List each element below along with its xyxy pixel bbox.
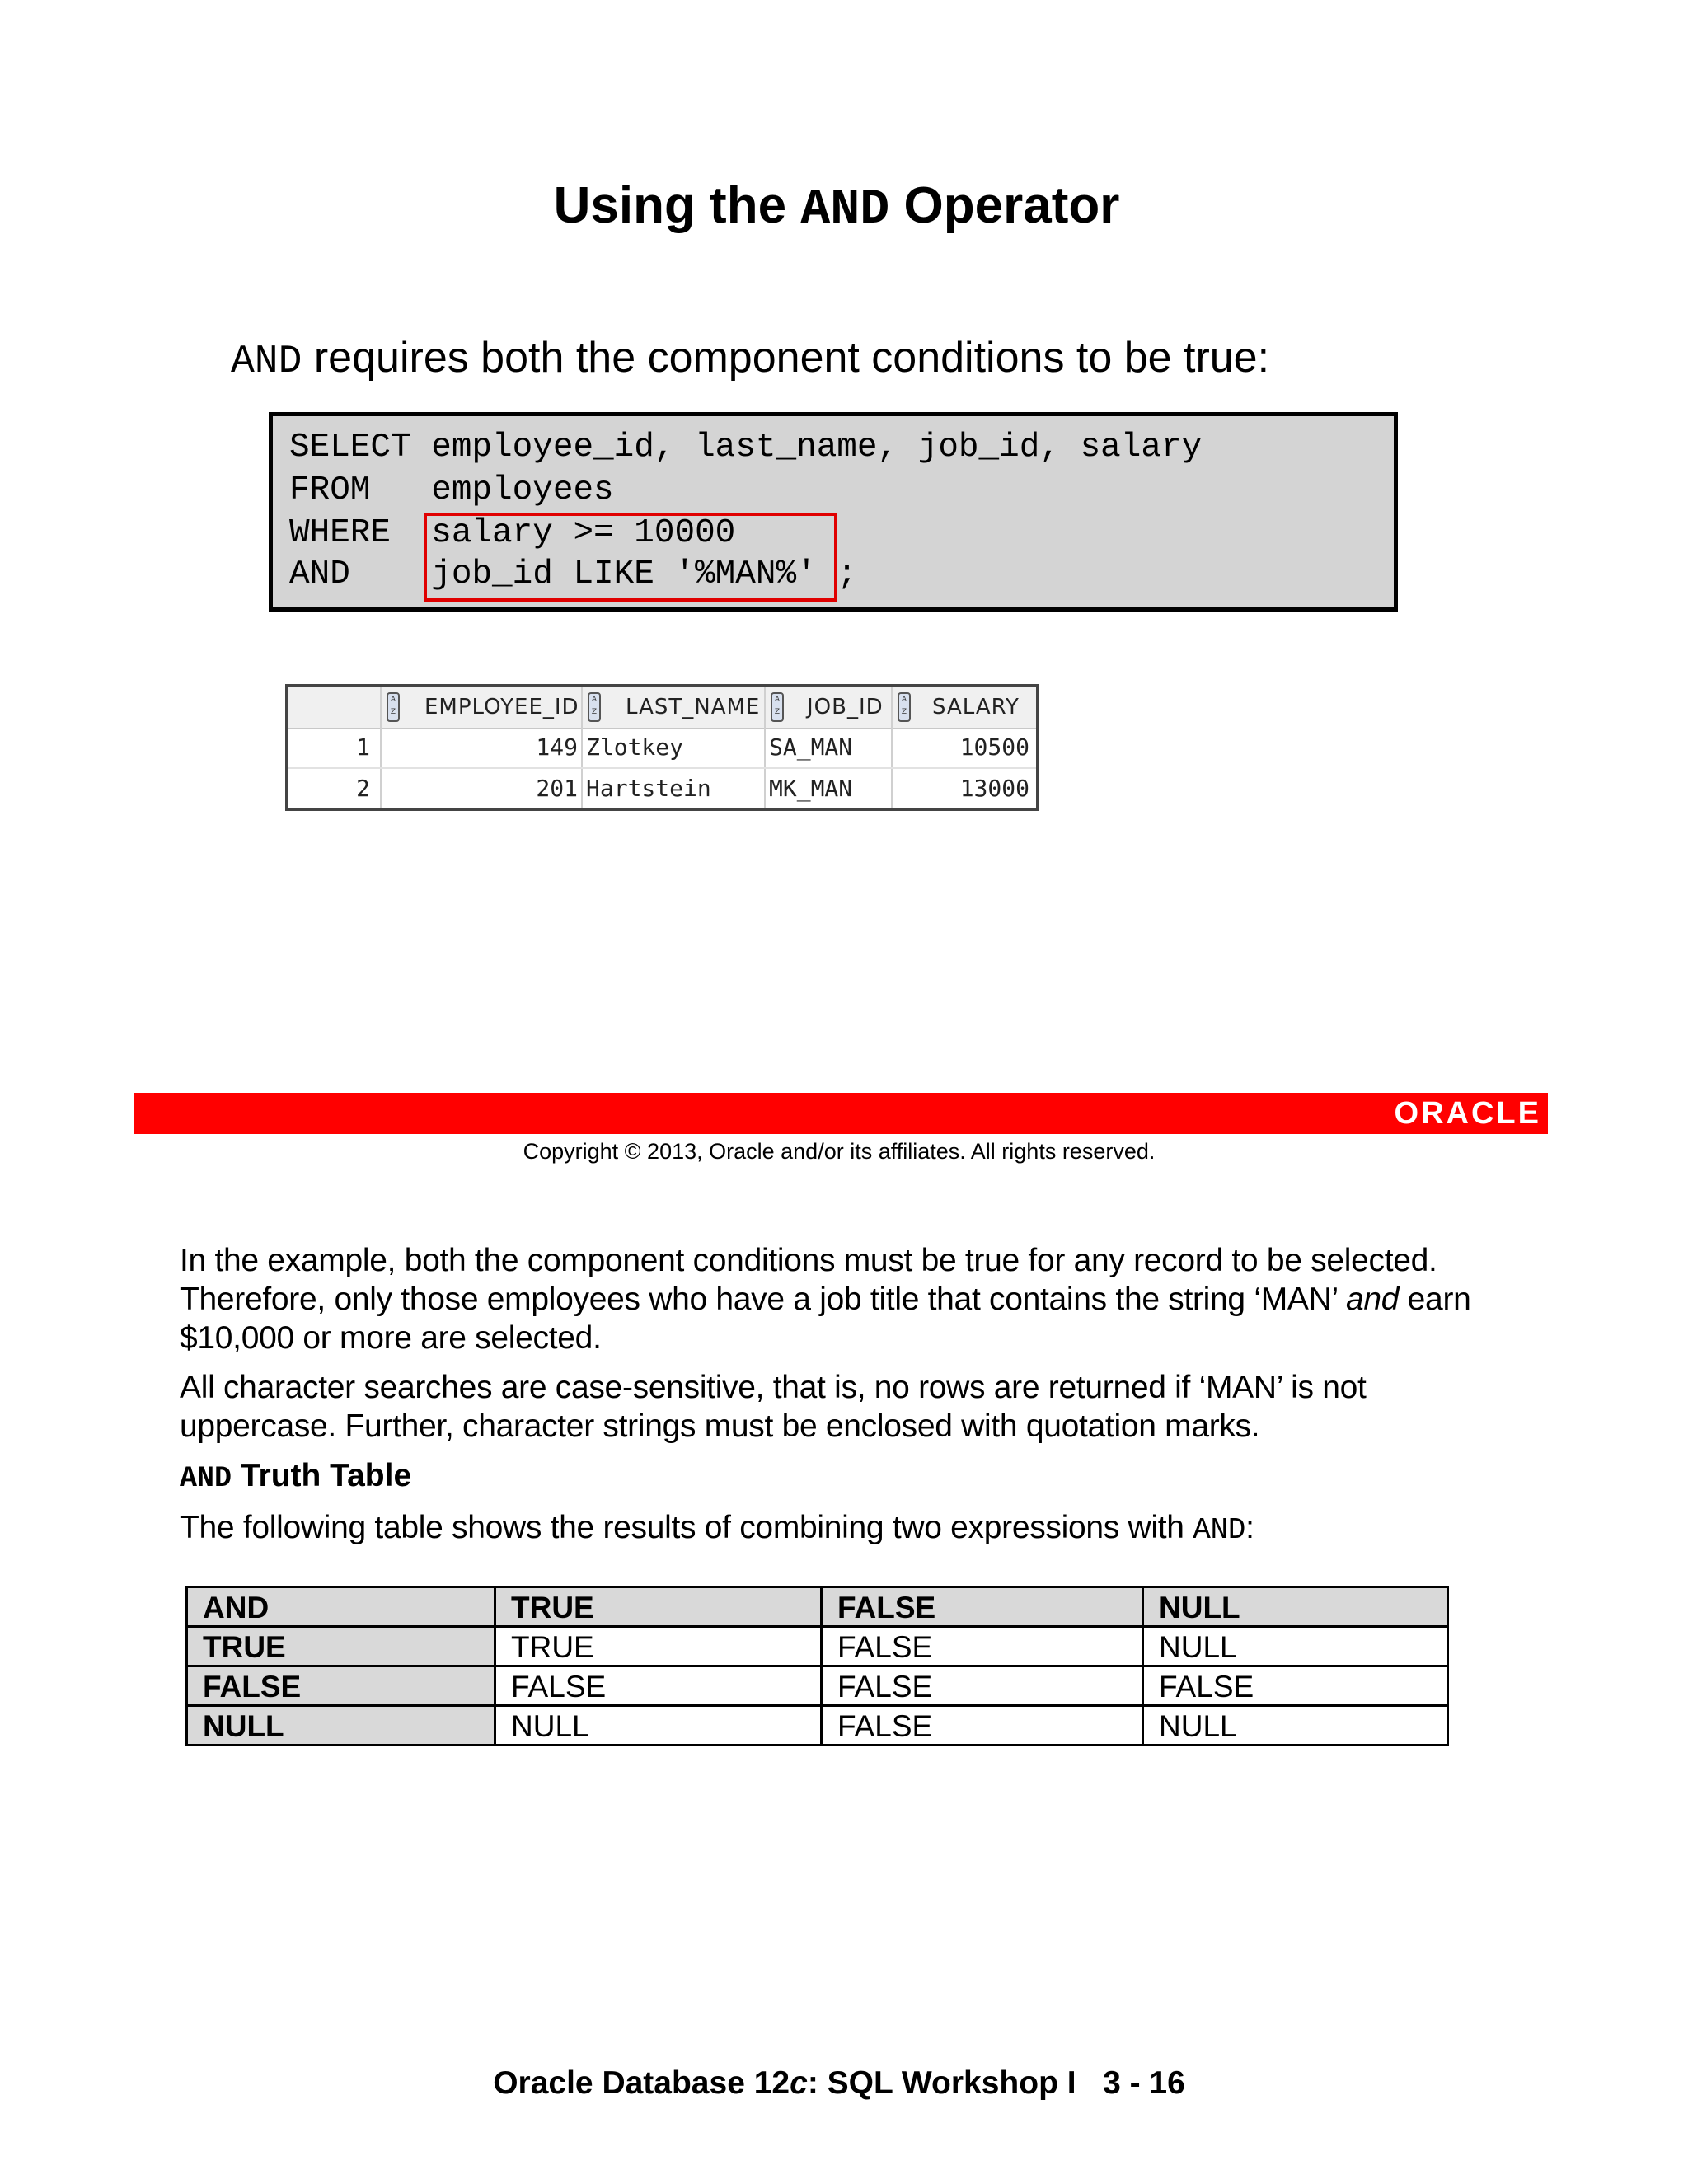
cell-salary[interactable]: 10500 <box>959 733 1029 761</box>
grid-divider <box>764 687 766 808</box>
truth-table-row-header: TRUE <box>187 1627 495 1666</box>
sql-line-where: WHERE salary >= 10000 <box>289 514 736 552</box>
truth-table-cell: NULL <box>1143 1627 1448 1666</box>
column-header-salary[interactable]: SALARY <box>932 695 1020 719</box>
notes-paragraph <box>180 1241 1531 1357</box>
title-suffix: Operator <box>889 177 1120 234</box>
intro-body: requires both the component conditions to be true: <box>302 334 1270 382</box>
column-header-job-id[interactable]: JOB_ID <box>807 695 884 719</box>
row-number: 2 <box>356 775 370 802</box>
sort-icon[interactable]: A Z <box>387 692 400 722</box>
cell-employee-id[interactable]: 149 <box>536 733 578 761</box>
page-footer <box>0 2064 1678 2103</box>
truth-table-cell: FALSE <box>1143 1666 1448 1706</box>
cell-employee-id[interactable]: 201 <box>536 775 578 802</box>
notes-text: : <box>1245 1510 1254 1545</box>
title-keyword: AND <box>800 182 890 238</box>
notes-emphasis: and <box>1345 1282 1400 1317</box>
footer-text: : SQL Workshop I 3 - 16 <box>807 2065 1185 2101</box>
truth-table-row-header: FALSE <box>187 1666 495 1706</box>
heading-keyword: AND <box>180 1462 232 1495</box>
cell-last-name[interactable]: Zlotkey <box>586 733 684 761</box>
cell-salary[interactable]: 13000 <box>959 775 1029 802</box>
cell-last-name[interactable]: Hartstein <box>586 775 711 802</box>
truth-table-cell: FALSE <box>822 1706 1143 1746</box>
truth-table-cell: FALSE <box>495 1666 822 1706</box>
truth-table-cell: NULL <box>495 1706 822 1746</box>
heading-text: Truth Table <box>232 1458 412 1493</box>
sort-icon[interactable]: A Z <box>588 692 601 722</box>
sort-icon[interactable]: A Z <box>898 692 911 722</box>
truth-table-header-cell: FALSE <box>822 1587 1143 1627</box>
truth-table-row <box>187 1627 1448 1666</box>
truth-table-header-cell: NULL <box>1143 1587 1448 1627</box>
truth-table-header-cell: TRUE <box>495 1587 822 1627</box>
sql-line-select: SELECT employee_id, last_name, job_id, salary <box>289 429 1203 466</box>
oracle-logo: ORACLE <box>1394 1096 1541 1131</box>
row-number: 1 <box>356 733 370 761</box>
footer-text: Oracle Database 12 <box>493 2065 790 2101</box>
truth-table-header-cell: AND <box>187 1587 495 1627</box>
truth-table-row-header: NULL <box>187 1706 495 1746</box>
sort-icon[interactable]: A Z <box>771 692 784 722</box>
copyright-text: Copyright © 2013, Oracle and/or its affiliates. All rights reserved. <box>523 1139 1156 1164</box>
truth-table-heading <box>180 1457 411 1497</box>
title-prefix: Using the <box>553 177 801 234</box>
intro-text <box>231 331 1269 388</box>
and-truth-table <box>185 1586 1449 1746</box>
cell-job-id[interactable]: SA_MAN <box>769 733 853 761</box>
intro-keyword: AND <box>231 340 302 384</box>
grid-divider <box>581 687 583 808</box>
truth-table-row <box>187 1706 1448 1746</box>
truth-table-cell: FALSE <box>822 1666 1143 1706</box>
notes-paragraph <box>180 1508 1531 1549</box>
result-grid <box>285 684 1039 811</box>
notes-text: earn $10,000 or more are selected. <box>180 1282 1471 1356</box>
truth-table-row <box>187 1666 1448 1706</box>
truth-table-cell: TRUE <box>495 1627 822 1666</box>
column-header-employee-id[interactable]: EMPLOYEE_ID <box>424 695 579 719</box>
column-header-last-name[interactable]: LAST_NAME <box>626 695 761 719</box>
slide-title <box>0 175 1673 241</box>
condition-highlight-box <box>424 513 837 602</box>
notes-keyword: AND <box>1193 1513 1246 1547</box>
truth-table-header-row <box>187 1587 1448 1627</box>
sql-line-and: AND job_id LIKE '%MAN%' ; <box>289 555 857 593</box>
oracle-brand-band <box>134 1093 1548 1134</box>
truth-table-cell: FALSE <box>822 1627 1143 1666</box>
sql-line-from: FROM employees <box>289 471 614 509</box>
truth-table-cell: NULL <box>1143 1706 1448 1746</box>
footer-italic: c <box>790 2065 808 2101</box>
cell-job-id[interactable]: MK_MAN <box>769 775 853 802</box>
notes-text: The following table shows the results of combining two expressions with <box>180 1510 1193 1545</box>
notes-text: In the example, both the component conditions must be true for any record to be selected. Therefore, only those employees who have a job title that contains the string ‘MAN’ <box>180 1243 1437 1317</box>
notes-paragraph: All character searches are case-sensitive, that is, no rows are returned if ‘MAN’ is not uppercase. Further, character strings must be enclosed with quotation marks. <box>180 1370 1367 1444</box>
